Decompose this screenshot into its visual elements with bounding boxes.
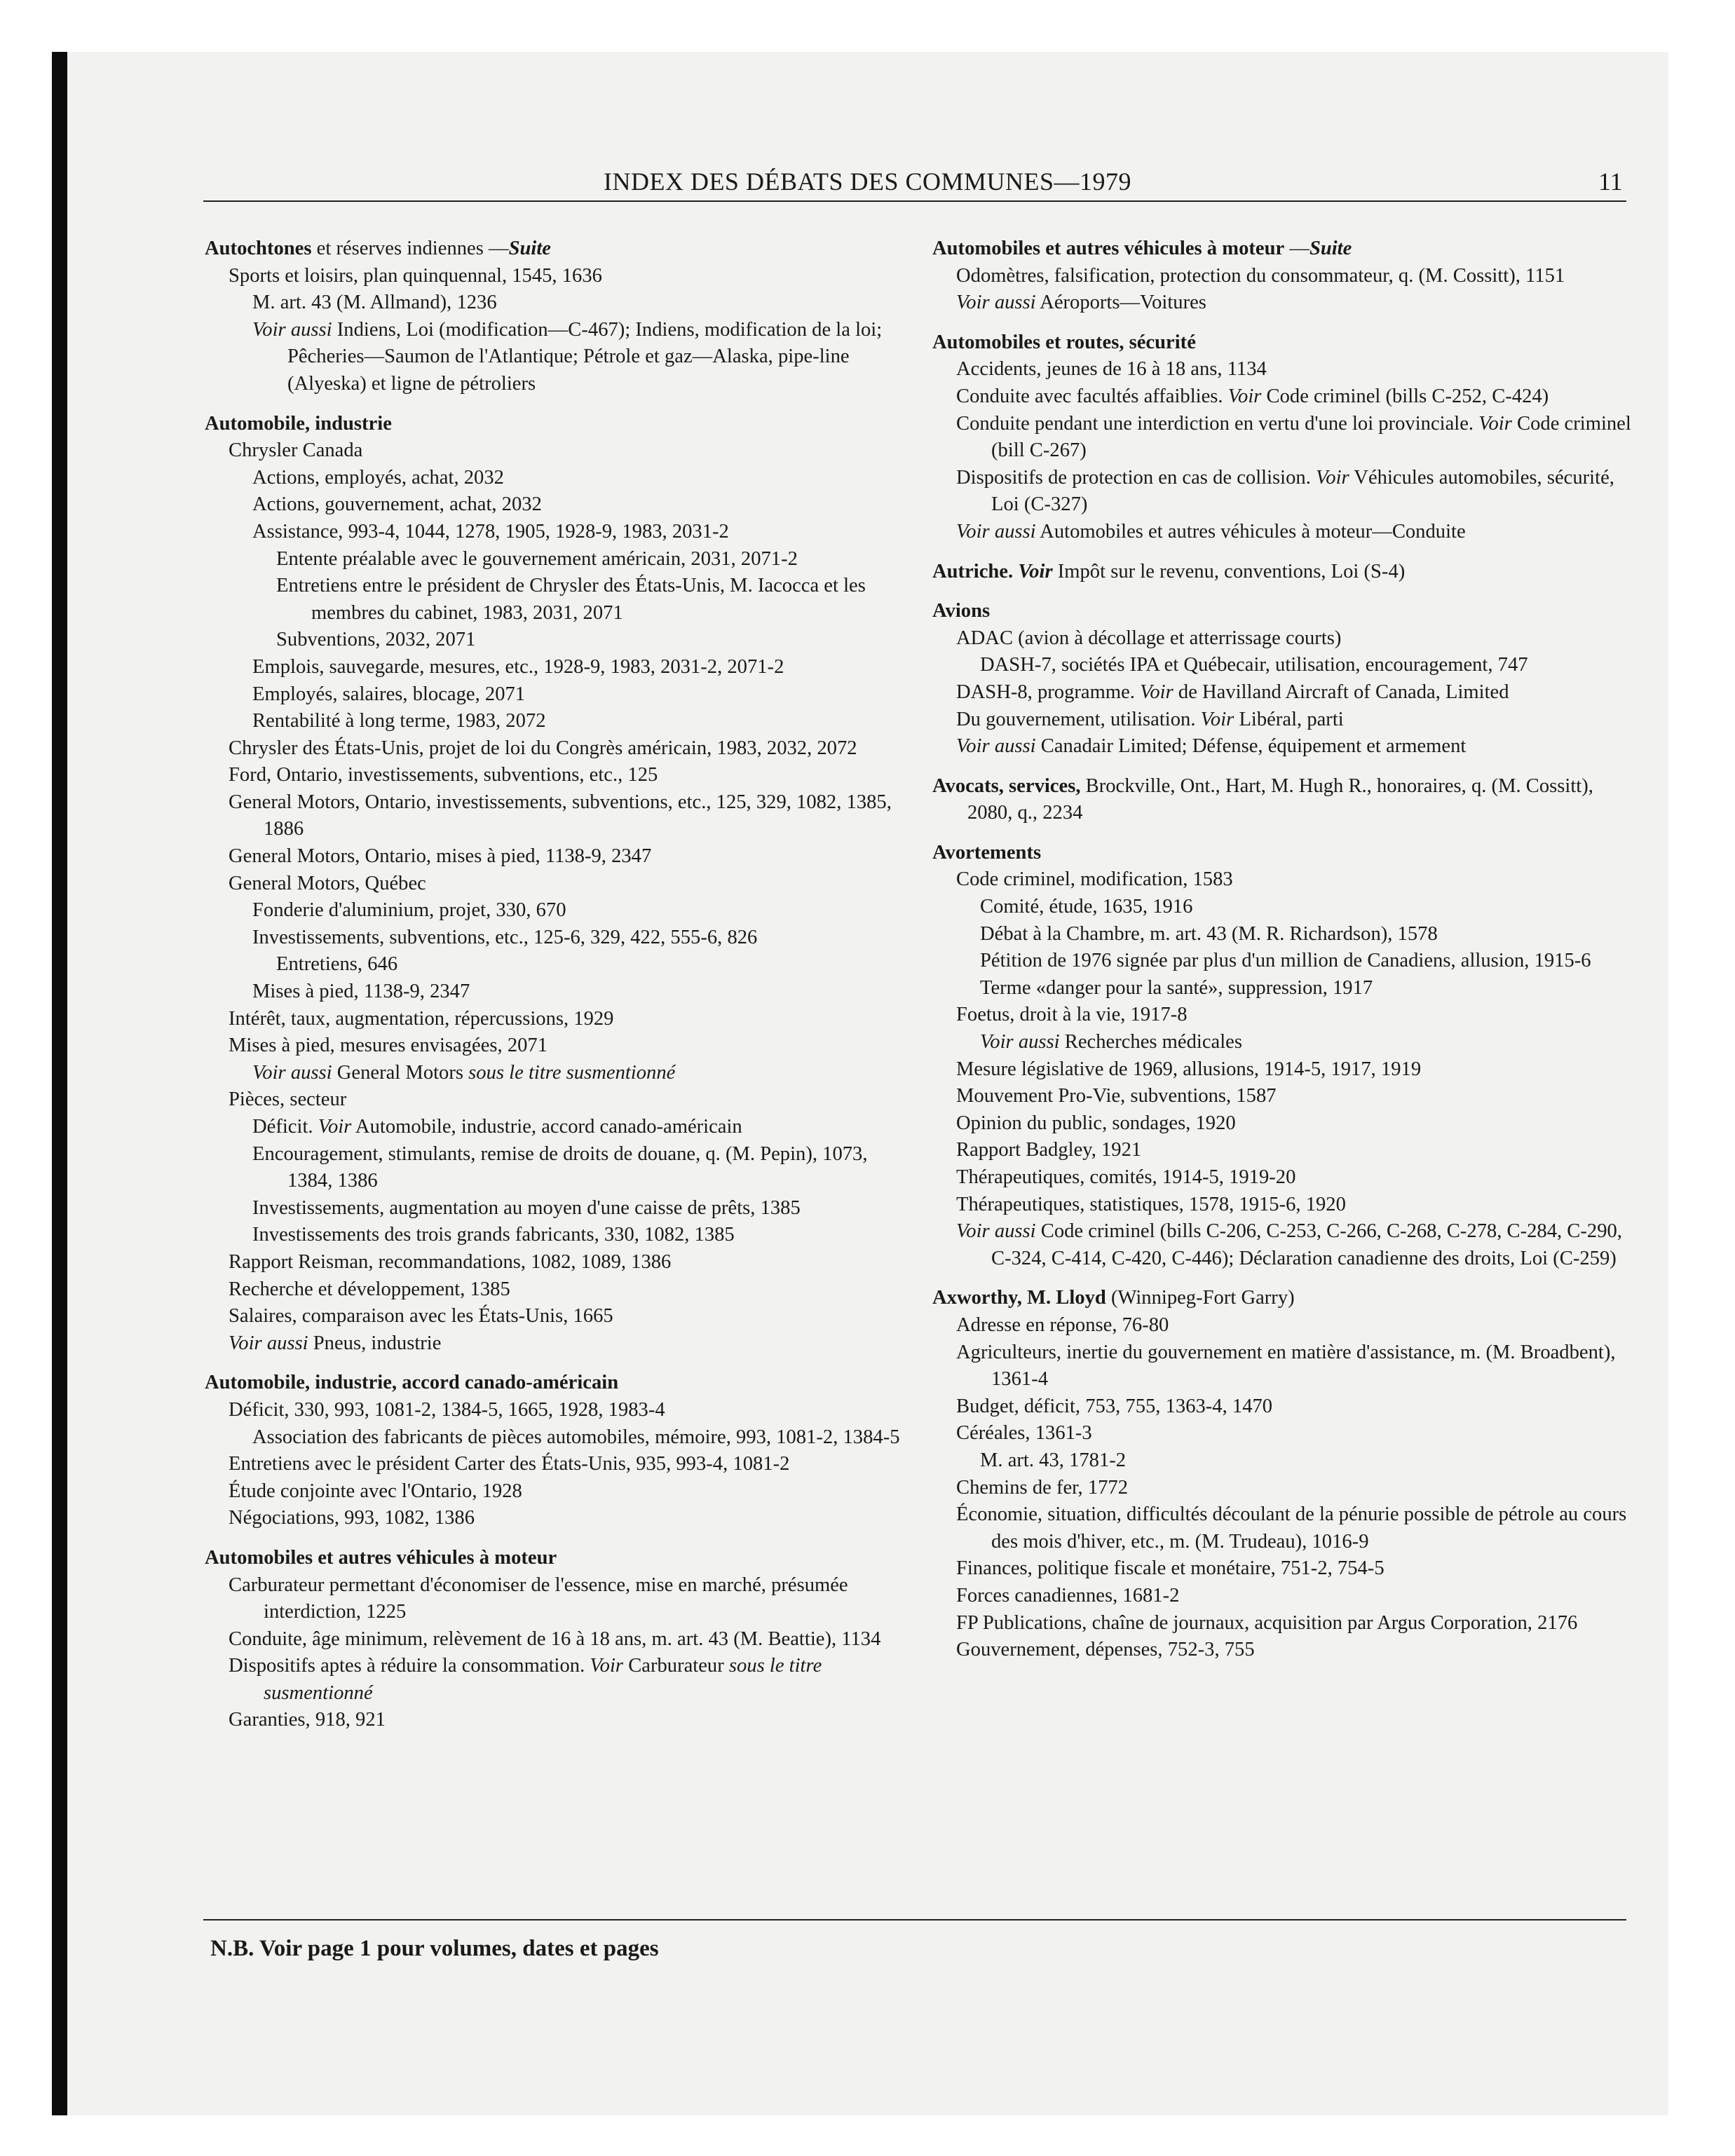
entry-text: Terme «danger pour la santé», suppression, 1917 [980,976,1373,999]
entry-text: de Havilland Aircraft of Canada, Limited [1173,681,1509,703]
entry-text: Étude conjointe avec l'Ontario, 1928 [229,1480,522,1502]
index-entry [205,1653,906,1707]
index-entry [932,1164,1633,1192]
index-entry [932,519,1633,546]
footer-note: N.B. Voir page 1 pour volumes, dates et pages [210,1936,659,1961]
entry-text: — [1284,238,1309,259]
index-entry [932,289,1633,317]
entry-text: Indiens, Loi (modification—C-467); Indiens, modification de la loi; Pêcheries—Saumon de l'Atlantique; Pétrole et gaz—Alaska, pipe-line (Alyeska) et ligne de pétroliers [287,318,883,395]
entry-text: sous le titre susmentionné [264,1655,822,1704]
index-entry [205,465,906,492]
index-entry [205,654,906,681]
entry-text: Dispositifs de protection en cas de collision. [956,466,1316,489]
entry-text: Pneus, industrie [308,1332,442,1354]
index-entry [205,289,906,317]
index-entry [205,951,906,978]
index-entry [205,1114,906,1141]
index-entry [205,627,906,654]
entry-text: Code criminel (bill C-267) [991,412,1631,462]
index-entry [205,897,906,925]
entry-text: Carburateur [623,1655,729,1677]
entry-text: Rentabilité à long terme, 1983, 2072 [252,710,546,732]
entry-text: Chrysler des États-Unis, projet de loi du Congrès américain, 1983, 2032, 2072 [229,737,857,759]
index-entry [932,733,1633,760]
entry-text: Foetus, droit à la vie, 1917-8 [956,1004,1188,1026]
entry-text: Déficit. [252,1116,318,1138]
index-entry [205,1397,906,1424]
entry-text: Voir [1316,466,1349,489]
entry-text: Mises à pied, 1138-9, 2347 [252,981,470,1003]
index-heading [205,236,906,263]
index-entry [932,1393,1633,1421]
index-entry [205,681,906,709]
index-heading [932,559,1633,586]
index-entry [932,1002,1633,1029]
entry-text: Assistance, 993-4, 1044, 1278, 1905, 1928-9, 1983, 2031-2 [252,520,729,543]
entry-text: Voir aussi [980,1031,1060,1053]
index-entry [205,762,906,789]
entry-text: Automobiles et autres véhicules à moteur—Conduite [1035,520,1466,543]
entry-text: Code criminel, modification, 1583 [956,868,1233,891]
entry-text: Carburateur permettant d'économiser de l'essence, mise en marché, présumée interdiction, 1225 [229,1574,848,1623]
index-entry [205,1249,906,1276]
entry-text: Débat à la Chambre, m. art. 43 (M. R. Richardson), 1578 [980,922,1438,945]
entry-text: Avocats, services, [932,775,1081,797]
entry-text: Dispositifs aptes à réduire la consommation. [229,1655,590,1677]
entry-text: Automobiles et routes, sécurité [932,331,1196,353]
entry-text: Aéroports—Voitures [1035,292,1206,314]
entry-text: Voir [318,1116,352,1138]
entry-text: Libéral, parti [1234,708,1344,730]
entry-text: Mises à pied, mesures envisagées, 2071 [229,1035,548,1057]
index-entry [932,1583,1633,1610]
entry-text: Comité, étude, 1635, 1916 [980,896,1193,918]
entry-text: Actions, gouvernement, achat, 2032 [252,493,542,516]
index-entry [932,1312,1633,1339]
index-entry [205,843,906,871]
index-column-left [205,236,906,1734]
entry-text: Budget, déficit, 753, 755, 1363-4, 1470 [956,1395,1273,1417]
index-entry [932,263,1633,290]
index-entry [932,975,1633,1002]
index-entry [932,411,1633,465]
entry-text: Investissements, subventions, etc., 125-6, 329, 422, 555-6, 826 [252,926,758,948]
entry-text: Gouvernement, dépenses, 752-3, 755 [956,1639,1255,1661]
entry-text: Investissements, augmentation au moyen d'une caisse de prêts, 1385 [252,1196,801,1219]
entry-text: Négociations, 993, 1082, 1386 [229,1507,475,1529]
index-entry [205,1478,906,1506]
index-entry [932,894,1633,921]
index-entry [205,1195,906,1222]
entry-text: Code criminel (bills C-206, C-253, C-266, C-268, C-278, C-284, C-290, C-324, C-414, C-420, C-446); Déclaration canadienne des droits, Loi (C-259) [991,1220,1622,1269]
entry-text: (Winnipeg-Fort Garry) [1105,1287,1295,1309]
entry-text: Économie, situation, difficultés découlant de la pénurie possible de pétrole au cours des mois d'hiver, etc., m. (M. Trudeau), 1016-9 [956,1503,1627,1553]
entry-text: Voir [1018,560,1053,582]
entry-text: Conduite avec facultés affaiblies. [956,385,1228,407]
entry-text: Thérapeutiques, statistiques, 1578, 1915-6, 1920 [956,1193,1346,1215]
index-entry [205,491,906,519]
entry-text: Investissements des trois grands fabricants, 330, 1082, 1385 [252,1224,735,1246]
index-entry [932,707,1633,734]
entry-text: Suite [1309,238,1352,259]
index-heading [205,1545,906,1572]
index-entry [932,1339,1633,1393]
binding-edge [52,52,67,2115]
index-entry [205,573,906,627]
index-entry [205,317,906,398]
index-entry [932,1192,1633,1219]
index-entry [205,925,906,952]
entry-text: Voir aussi [252,318,332,341]
entry-text: Automobile, industrie [205,412,392,435]
index-entry [205,789,906,843]
entry-text: Véhicules automobiles, sécurité, Loi (C-327) [991,466,1614,516]
index-entry [932,679,1633,707]
entry-text: Voir aussi [229,1332,308,1354]
entry-text: Céréales, 1361-3 [956,1422,1092,1445]
index-entry [932,465,1633,519]
entry-text: DASH-7, sociétés IPA et Québecair, utilisation, encouragement, 747 [980,654,1528,676]
index-entry [932,1029,1633,1056]
index-entry [205,1006,906,1033]
entry-text: Entretiens, 646 [276,953,398,976]
entry-text: Pétition de 1976 signée par plus d'un million de Canadiens, allusion, 1915-6 [980,950,1591,972]
entry-text: Voir aussi [956,292,1036,314]
entry-text: Voir [1140,681,1173,703]
entry-text: Voir aussi [956,735,1036,758]
entry-text: et réserves indiennes — [311,238,509,259]
index-entry [205,1451,906,1478]
entry-text: Subventions, 2032, 2071 [276,629,476,651]
entry-text: Canadair Limited; Défense, équipement et armement [1035,735,1467,758]
index-entry [932,1083,1633,1110]
entry-text: Odomètres, falsification, protection du consommateur, q. (M. Cossitt), 1151 [956,264,1565,287]
index-entry [932,1137,1633,1164]
index-entry [205,1505,906,1532]
entry-text: Garanties, 918, 921 [229,1709,386,1731]
index-entry [932,652,1633,679]
entry-text: Association des fabricants de pièces automobiles, mémoire, 993, 1081-2, 1384-5 [252,1426,900,1448]
entry-text: Avortements [932,841,1042,864]
entry-text: Code criminel (bills C-252, C-424) [1261,385,1549,407]
entry-text: Forces canadiennes, 1681-2 [956,1584,1180,1606]
entry-text: Axworthy, M. Lloyd [932,1287,1106,1309]
entry-text: Rapport Reisman, recommandations, 1082, 1089, 1386 [229,1250,672,1273]
entry-text: Agriculteurs, inertie du gouvernement en matière d'assistance, m. (M. Broadbent), 1361-4 [956,1341,1616,1391]
index-entry [932,1218,1633,1272]
index-column-right [932,236,1633,1664]
entry-text: Pièces, secteur [229,1089,347,1111]
index-entry [205,1303,906,1330]
index-entry [205,708,906,735]
entry-text: Chemins de fer, 1772 [956,1476,1129,1499]
index-heading [932,840,1633,867]
entry-text: General Motors, Ontario, mises à pied, 1138-9, 2347 [229,845,652,868]
entry-text: Actions, employés, achat, 2032 [252,466,504,489]
entry-text: General Motors, Québec [229,872,426,894]
entry-text: Finances, politique fiscale et monétaire, 751-2, 754-5 [956,1557,1384,1580]
index-entry [932,1475,1633,1502]
index-entry [932,625,1633,653]
entry-text: ADAC (avion à décollage et atterrissage courts) [956,627,1342,649]
entry-text: FP Publications, chaîne de journaux, acquisition par Argus Corporation, 2176 [956,1611,1578,1634]
entry-text: Intérêt, taux, augmentation, répercussions, 1929 [229,1007,614,1030]
index-entry [932,1420,1633,1447]
entry-text: DASH-8, programme. [956,681,1141,703]
index-entry [932,1555,1633,1583]
index-entry [205,519,906,546]
entry-text: Déficit, 330, 993, 1081-2, 1384-5, 1665, 1928, 1983-4 [229,1398,665,1421]
entry-text: Entretiens entre le président de Chrysler des États-Unis, M. Iacocca et les membres du cabinet, 1983, 2031, 2071 [276,575,866,624]
index-heading [932,598,1633,625]
entry-text: Voir aussi [956,1220,1036,1243]
index-heading [932,236,1633,263]
entry-text: Voir [1478,412,1512,435]
entry-text: Ford, Ontario, investissements, subventions, etc., 125 [229,764,658,786]
entry-text: Sports et loisirs, plan quinquennal, 1545, 1636 [229,264,602,287]
entry-text: Entente préalable avec le gouvernement américain, 2031, 2071-2 [276,547,798,570]
entry-text: Brockville, Ont., Hart, M. Hugh R., honoraires, q. (M. Cossitt), 2080, q., 2234 [967,775,1593,824]
entry-text: Conduite, âge minimum, relèvement de 16 à 18 ans, m. art. 43 (M. Beattie), 1134 [229,1628,881,1650]
entry-text: General Motors, Ontario, investissements, subventions, etc., 125, 329, 1082, 1385, 1886 [229,791,892,840]
index-entry [205,1222,906,1249]
index-entry [205,871,906,898]
entry-text: Voir aussi [252,1061,332,1084]
index-entry [932,1610,1633,1637]
entry-text: Avions [932,600,991,622]
index-entry [932,948,1633,975]
index-heading [932,773,1633,827]
entry-text: Voir [1227,385,1262,407]
index-entry [205,1060,906,1087]
page-number: 11 [1598,168,1623,196]
index-entry [205,1086,906,1114]
index-entry [932,383,1633,411]
entry-text: Fonderie d'aluminium, projet, 330, 670 [252,899,566,922]
index-entry [205,978,906,1006]
entry-text: Voir [590,1655,624,1677]
index-entry [205,1330,906,1358]
entry-text: Employés, salaires, blocage, 2071 [252,683,526,705]
index-entry [205,1276,906,1304]
index-entry [932,1110,1633,1138]
entry-text: M. art. 43, 1781-2 [980,1449,1127,1471]
entry-text: Recherches médicales [1059,1031,1242,1053]
index-entry [205,1626,906,1653]
index-entry [932,866,1633,894]
entry-text: Accidents, jeunes de 16 à 18 ans, 1134 [956,358,1267,381]
entry-text: Recherche et développement, 1385 [229,1278,510,1300]
index-heading [205,1370,906,1397]
index-entry [205,263,906,290]
entry-text: General Motors [332,1061,469,1084]
index-entry [932,1501,1633,1555]
entry-text: Emplois, sauvegarde, mesures, etc., 1928-9, 1983, 2031-2, 2071-2 [252,655,784,678]
index-entry [205,1032,906,1060]
index-entry [205,546,906,573]
entry-text: Automobile, industrie, accord canado-américain [351,1116,742,1138]
entry-text: Conduite pendant une interdiction en vertu d'une loi provinciale. [956,412,1479,435]
entry-text: Voir [1200,708,1234,730]
entry-text: Adresse en réponse, 76-80 [956,1314,1169,1336]
index-heading [932,1285,1633,1312]
entry-text: Mouvement Pro-Vie, subventions, 1587 [956,1085,1277,1107]
index-entry [205,437,906,465]
entry-text: Autriche. [932,560,1014,582]
entry-text: Automobiles et autres véhicules à moteur [932,238,1285,259]
entry-text: Du gouvernement, utilisation. [956,708,1201,730]
index-entry [205,1141,906,1195]
header-rule [203,200,1626,202]
entry-text: Opinion du public, sondages, 1920 [956,1112,1236,1134]
entry-text: Automobile, industrie, accord canado-américain [205,1372,619,1394]
running-header: INDEX DES DÉBATS DES COMMUNES—1979 [603,168,1132,196]
index-entry [932,1447,1633,1475]
entry-text: sous le titre susmentionné [468,1061,676,1084]
index-entry [205,735,906,763]
entry-text: Automobiles et autres véhicules à moteur [205,1546,557,1569]
index-heading [932,329,1633,357]
entry-text: Thérapeutiques, comités, 1914-5, 1919-20 [956,1166,1296,1188]
entry-text: Impôt sur le revenu, conventions, Loi (S-4) [1052,560,1406,582]
index-heading [205,411,906,438]
entry-text: Suite [508,238,551,259]
entry-text: Entretiens avec le président Carter des États-Unis, 935, 993-4, 1081-2 [229,1453,790,1475]
index-entry [932,1056,1633,1084]
index-entry [932,356,1633,383]
entry-text: Rapport Badgley, 1921 [956,1139,1142,1161]
entry-text: Encouragement, stimulants, remise de droits de douane, q. (M. Pepin), 1073, 1384, 1386 [252,1142,868,1192]
index-entry [932,921,1633,948]
entry-text: Voir aussi [956,520,1036,543]
footer-rule [203,1919,1626,1920]
entry-text: Chrysler Canada [229,439,363,462]
index-entry [205,1572,906,1626]
index-entry [205,1707,906,1734]
entry-text: Salaires, comparaison avec les États-Unis, 1665 [229,1305,613,1328]
entry-text: Autochtones [205,238,312,259]
entry-text: M. art. 43 (M. Allmand), 1236 [252,292,497,314]
entry-text: Mesure législative de 1969, allusions, 1914-5, 1917, 1919 [956,1058,1422,1080]
index-entry [205,1424,906,1452]
index-entry [932,1637,1633,1664]
